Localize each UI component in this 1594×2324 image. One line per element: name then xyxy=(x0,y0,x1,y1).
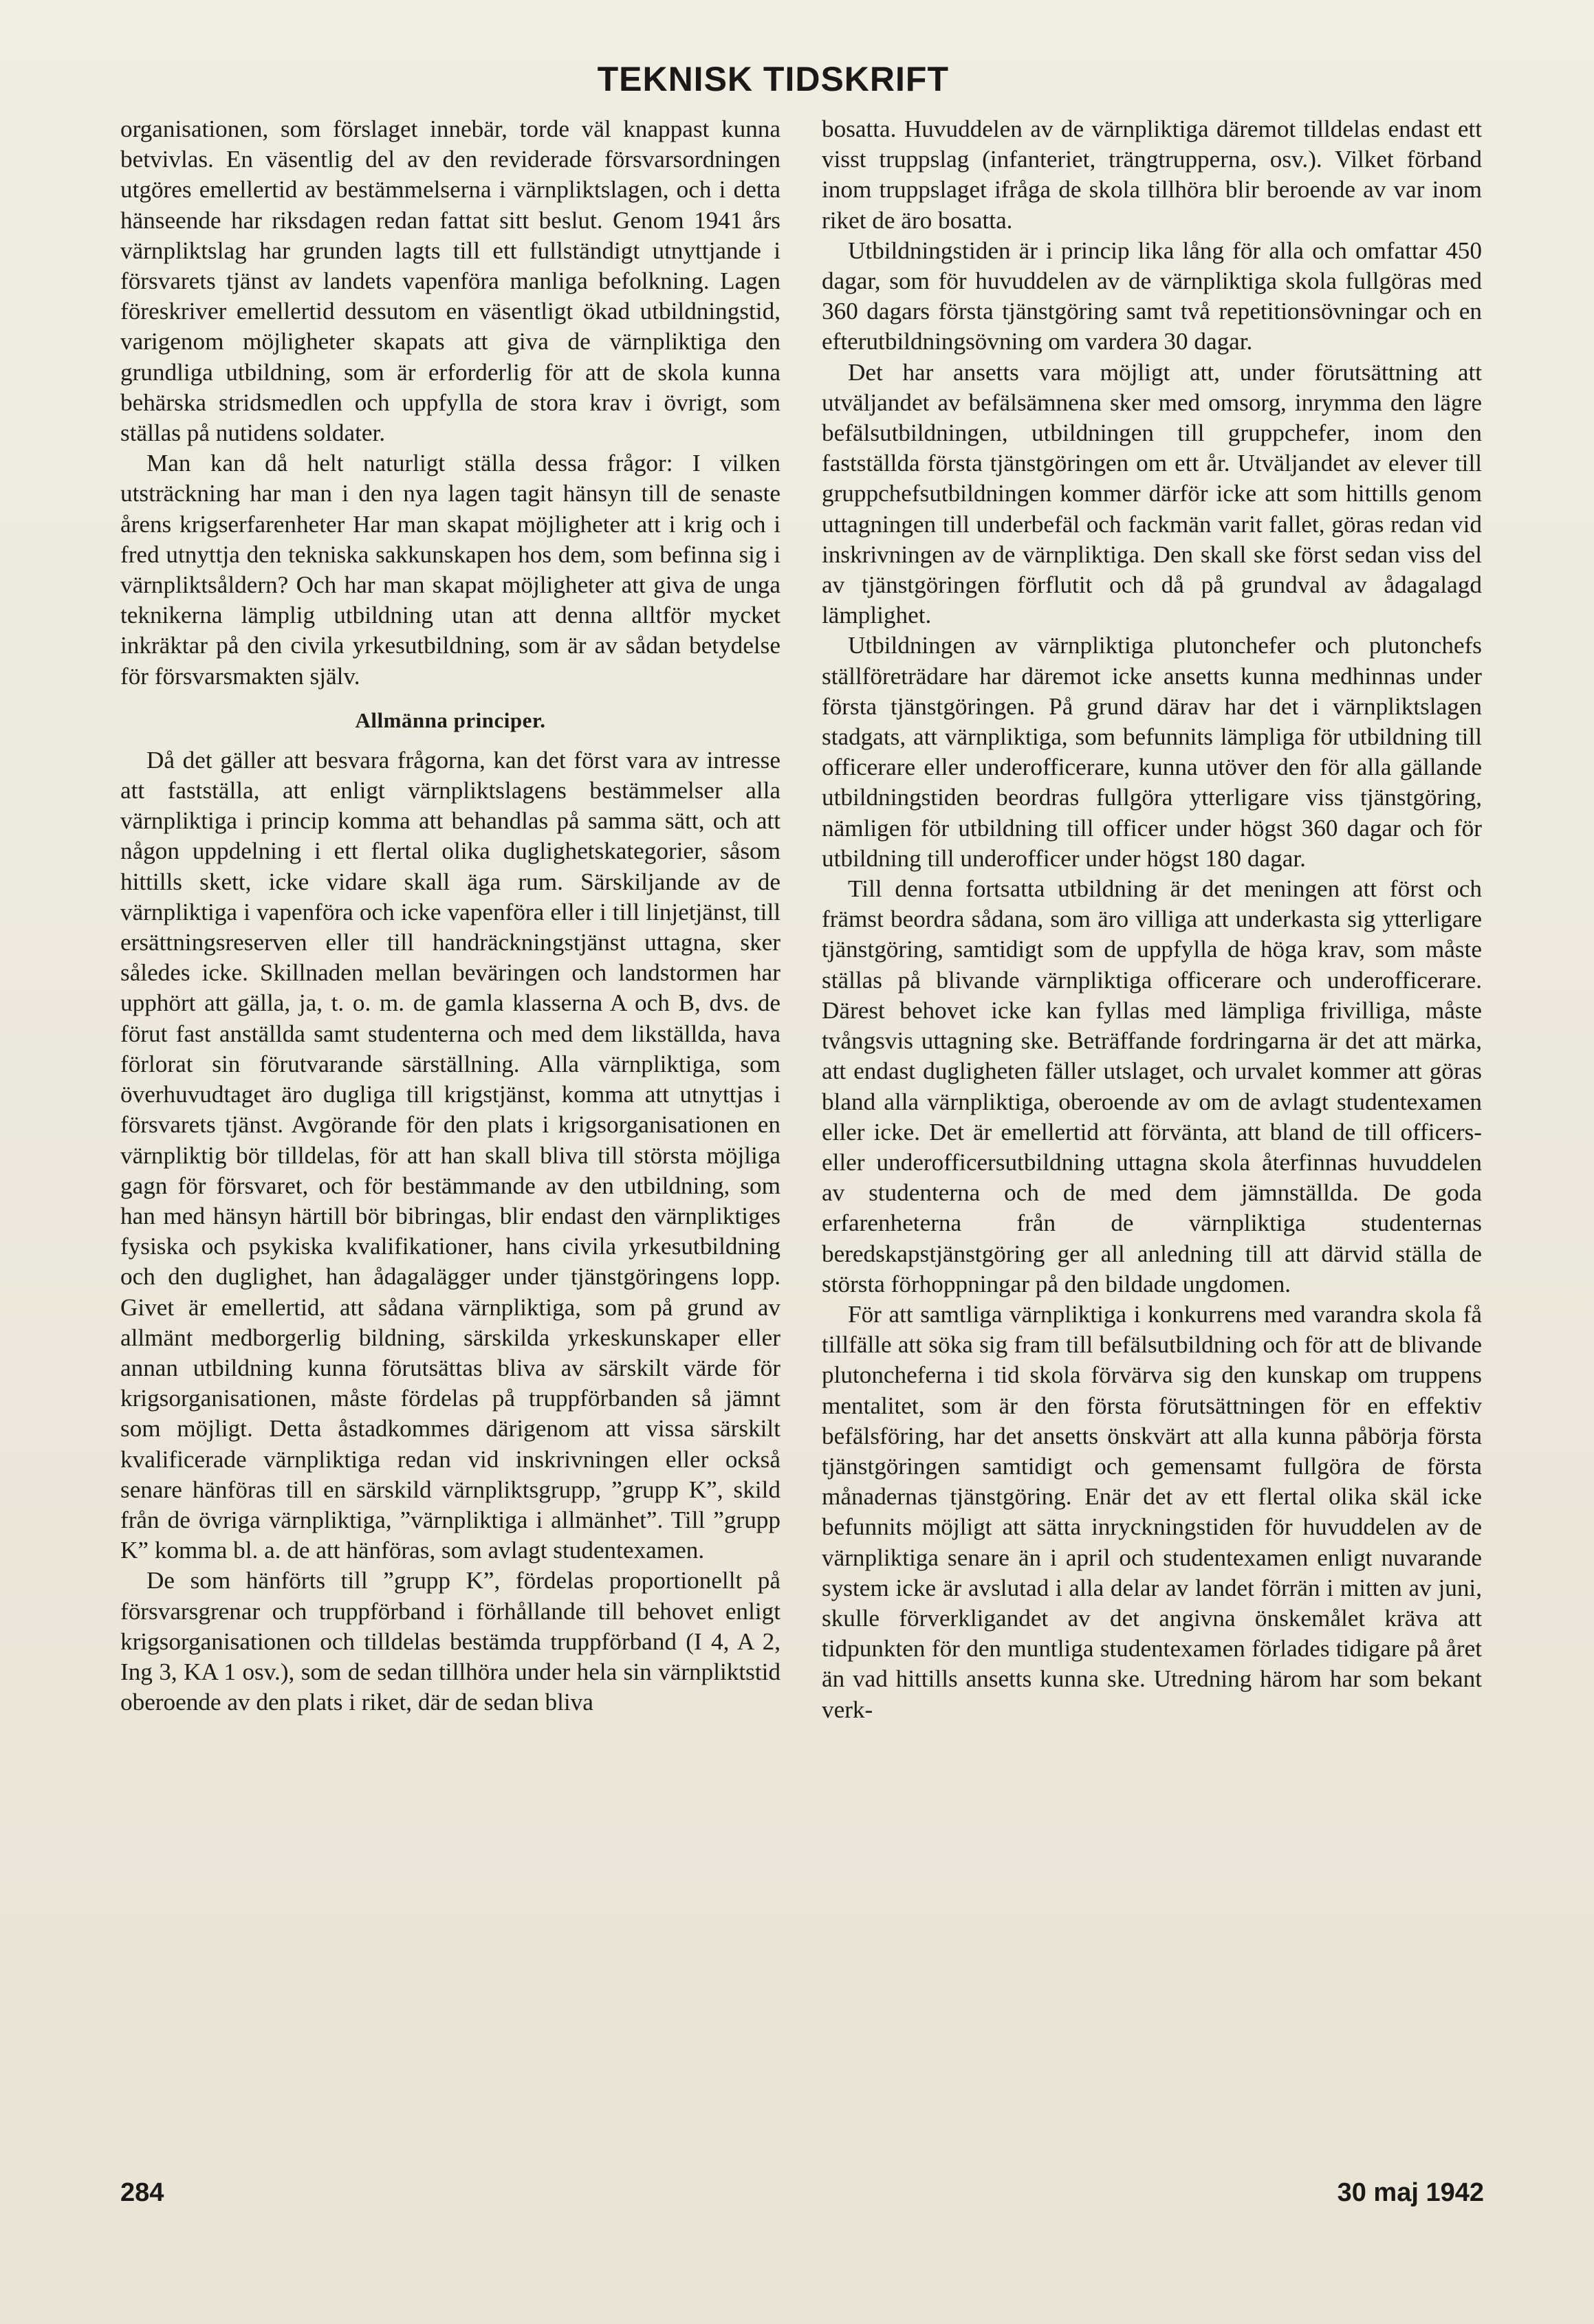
paragraph: bosatta. Huvuddelen av de värnpliktiga däremot tilldelas endast ett visst truppslag (infanteriet, trängtrupperna, osv.). Vilket förband inom truppslaget ifråga de skola tillhöra blir beroende av var inom riket de äro bosatta. xyxy=(822,116,1482,234)
paragraph: organisationen, som förslaget innebär, torde väl knappast kunna betvivlas. En väsentlig del av den reviderade försvarsordningen utgöres emellertid av bestämmelserna i värnpliktslagen, och i detta hänseende har riksdagen redan fattat sitt beslut. Genom 1941 års värnpliktslag har grunden lagts till ett fullständigt utnyttjande i försvarets tjänst av landets vapenföra manliga befolkning. Lagen föreskriver emellertid dessutom en väsentligt ökad utbildningstid, varigenom möjligheter skapats att giva de värnpliktiga den grundliga utbildning, som är erforderlig för att de skola kunna behärska stridsmedlen och uppfylla de stora krav i övrigt, som ställas på nutidens soldater. xyxy=(120,116,780,447)
paragraph: Då det gäller att besvara frågorna, kan det först vara av intresse att fastställa, att enligt värnpliktslagens bestämmelser alla värnpliktiga i princip komma att behandlas på samma sätt, och att någon uppdelning i ett flertal olika duglighetskategorier, såsom hittills skett, icke vidare skall äga rum. Särskiljande av de värnpliktiga i vapenföra och icke vapenföra eller i till linjetjänst, till ersättningsreserven eller till handräckningstjänst uttagna, sker således icke. Skillnaden mellan beväringen och landstormen har upphört att gälla, ja, t. o. m. de gamla klasserna A och B, dvs. de förut fast anställda samt studenterna och med dem likställda, hava förlorat sin förutvarande särställning. Alla värnpliktiga, som överhuvudtaget äro dugliga till krigstjänst, komma att utnyttjas i försvarets tjänst. Avgörande för den plats i krigsorganisationen en värnpliktig bör tilldelas, för att han skall bliva till största möjliga gagn för försvaret, och för bestämmande av den utbildning, som han med hänsyn härtill bör bibringas, blir endast den värnpliktiges fysiska och psykiska kvalifikationer, hans civila yrkesutbildning och den duglighet, han ådagalägger under tjänstgöringens lopp. Givet är emellertid, att sådana värnpliktiga, som på grund av allmänt medborgerlig bildning, särskilda yrkeskunskaper eller annan utbildning kunna förutsättas bliva av särskilt värde för krigsorganisationen, måste fördelas på truppförbanden så jämnt som möjligt. Detta åstadkommes därigenom att vissa särskilt kvalificerade värnpliktiga redan vid inskrivningen eller också senare hänföras till en särskild värnpliktsgrupp, ”grupp K”, skild från de övriga värnpliktiga, ”värnpliktiga i allmänhet”. Till ”grupp K” komma bl. a. de att hänföras, som avlagt studentexamen. xyxy=(120,746,780,1564)
journal-title: TEKNISK TIDSKRIFT xyxy=(597,60,949,98)
paragraph: Utbildningen av värnpliktiga plutonchefer och plutonchefs ställföreträdare har däremot icke ansetts kunna medhinnas under första tjänstgöringen. På grund därav har det i värnpliktslagen stadgats, att värnpliktiga, som befunnits lämpliga för utbildning till officerare eller underofficerare, kunna utöver den för alla gällande utbildningstiden beordras fullgöra ytterligare viss tjänstgöring, nämligen för utbildning till officer under högst 360 dagar och för utbildning till underofficer under högst 180 dagar. xyxy=(822,632,1482,872)
issue-date: 30 maj 1942 xyxy=(1337,2178,1484,2207)
paragraph: Det har ansetts vara möjligt att, under förutsättning att utväljandet av befälsämnena sker med omsorg, inrymma den lägre befälsutbildningen, utbildningen till gruppchefer, inom den fastställda första tjänstgöringen om ett år. Utväljandet av elever till gruppchefsutbildningen kommer därför icke att som hittills genom uttagningen till underbefäl och fackmän varit fallet, göras redan vid inskrivningen av de värnpliktiga. Den skall ske först sedan viss del av tjänstgöringen förflutit och då på grundval av ådagalagd lämplighet. xyxy=(822,358,1482,629)
page-number: 284 xyxy=(120,2178,164,2207)
paragraph: För att samtliga värnpliktiga i konkurrens med varandra skola få tillfälle att söka sig fram till befälsutbildning och för att de blivande plutoncheferna i tid skola förvärva sig den kunskap om truppens mentalitet, som är den första förutsättningen för en effektiv befälsföring, har det ansetts önskvärt att alla kunna påbörja första tjänstgöringen samtidigt och gemensamt fullgöra de första månadernas tjänstgöring. Enär det av ett flertal olika skäl icke befunnits möjligt att sätta inryckningstiden för huvuddelen av de värnpliktiga senare än i april och studentexamen enligt nuvarande system icke är avslutad i alla delar av landet förrän i mitten av juni, skulle förverkligandet av det angivna önskemålet kräva att tidpunkten för den muntliga studentexamen förlades tidigare på året än vad hittills ansetts kunna ske. Utredning härom har som bekant verk- xyxy=(822,1300,1482,1723)
paragraph: Till denna fortsatta utbildning är det meningen att först och främst beordra sådana, som äro villiga att underkasta sig ytterligare tjänstgöring, samtidigt som de uppfylla de höga krav, som måste ställas på blivande värnpliktiga officerare och underofficerare. Därest behovet icke kan fyllas med lämpliga frivilliga, måste tvångsvis uttagning ske. Beträffande fordringarna är det att märka, att endast dugligheten fäller utslaget, och urvalet kommer att göras bland alla värnpliktiga, oberoende av om de avlagt studentexamen eller icke. Det är emellertid att förvänta, att bland de till officers- eller underofficersutbildning uttagna skola återfinnas huvuddelen av studenterna och de med dem jämnställda. De goda erfarenheterna från de värnpliktiga studenternas beredskapstjänstgöring ger all anledning till att därvid ställa de största förhoppningar på den bildade ungdomen. xyxy=(822,875,1482,1297)
section-heading: Allmänna principer. xyxy=(355,708,546,732)
paragraph: Man kan då helt naturligt ställa dessa frågor: I vilken utsträckning har man i den nya lagen tagit hänsyn till de senaste årens krigserfarenheter Har man skapat möjligheter att i krig och i fred utnyttja den tekniska sakkunskapen hos dem, som befinna sig i värnpliktsåldern? Och har man skapat möjligheter att giva de unga teknikerna lämplig utbildning utan att denna alltför mycket inkräktar på den civila yrkesutbildning, som är av sådan betydelse för försvarsmakten själv. xyxy=(120,450,780,690)
paragraph: De som hänförts till ”grupp K”, fördelas proportionellt på försvarsgrenar och truppförband i förhållande till behovet enligt krigsorganisationen och tilldelas bestämda truppförband (I 4, A 2, Ing 3, KA 1 osv.), som de sedan tillhöra under hela sin värnpliktstid oberoende av den plats i riket, där de sedan bliva xyxy=(120,1567,780,1716)
right-column xyxy=(822,114,1482,1725)
paragraph: Utbildningstiden är i princip lika lång för alla och omfattar 450 dagar, som för huvuddelen av de värnpliktiga skola fullgöras med 360 dagars första tjänstgöring samt två repetitionsövningar och en efterutbildningsövning om vardera 30 dagar. xyxy=(822,237,1482,355)
left-column xyxy=(120,114,780,1718)
